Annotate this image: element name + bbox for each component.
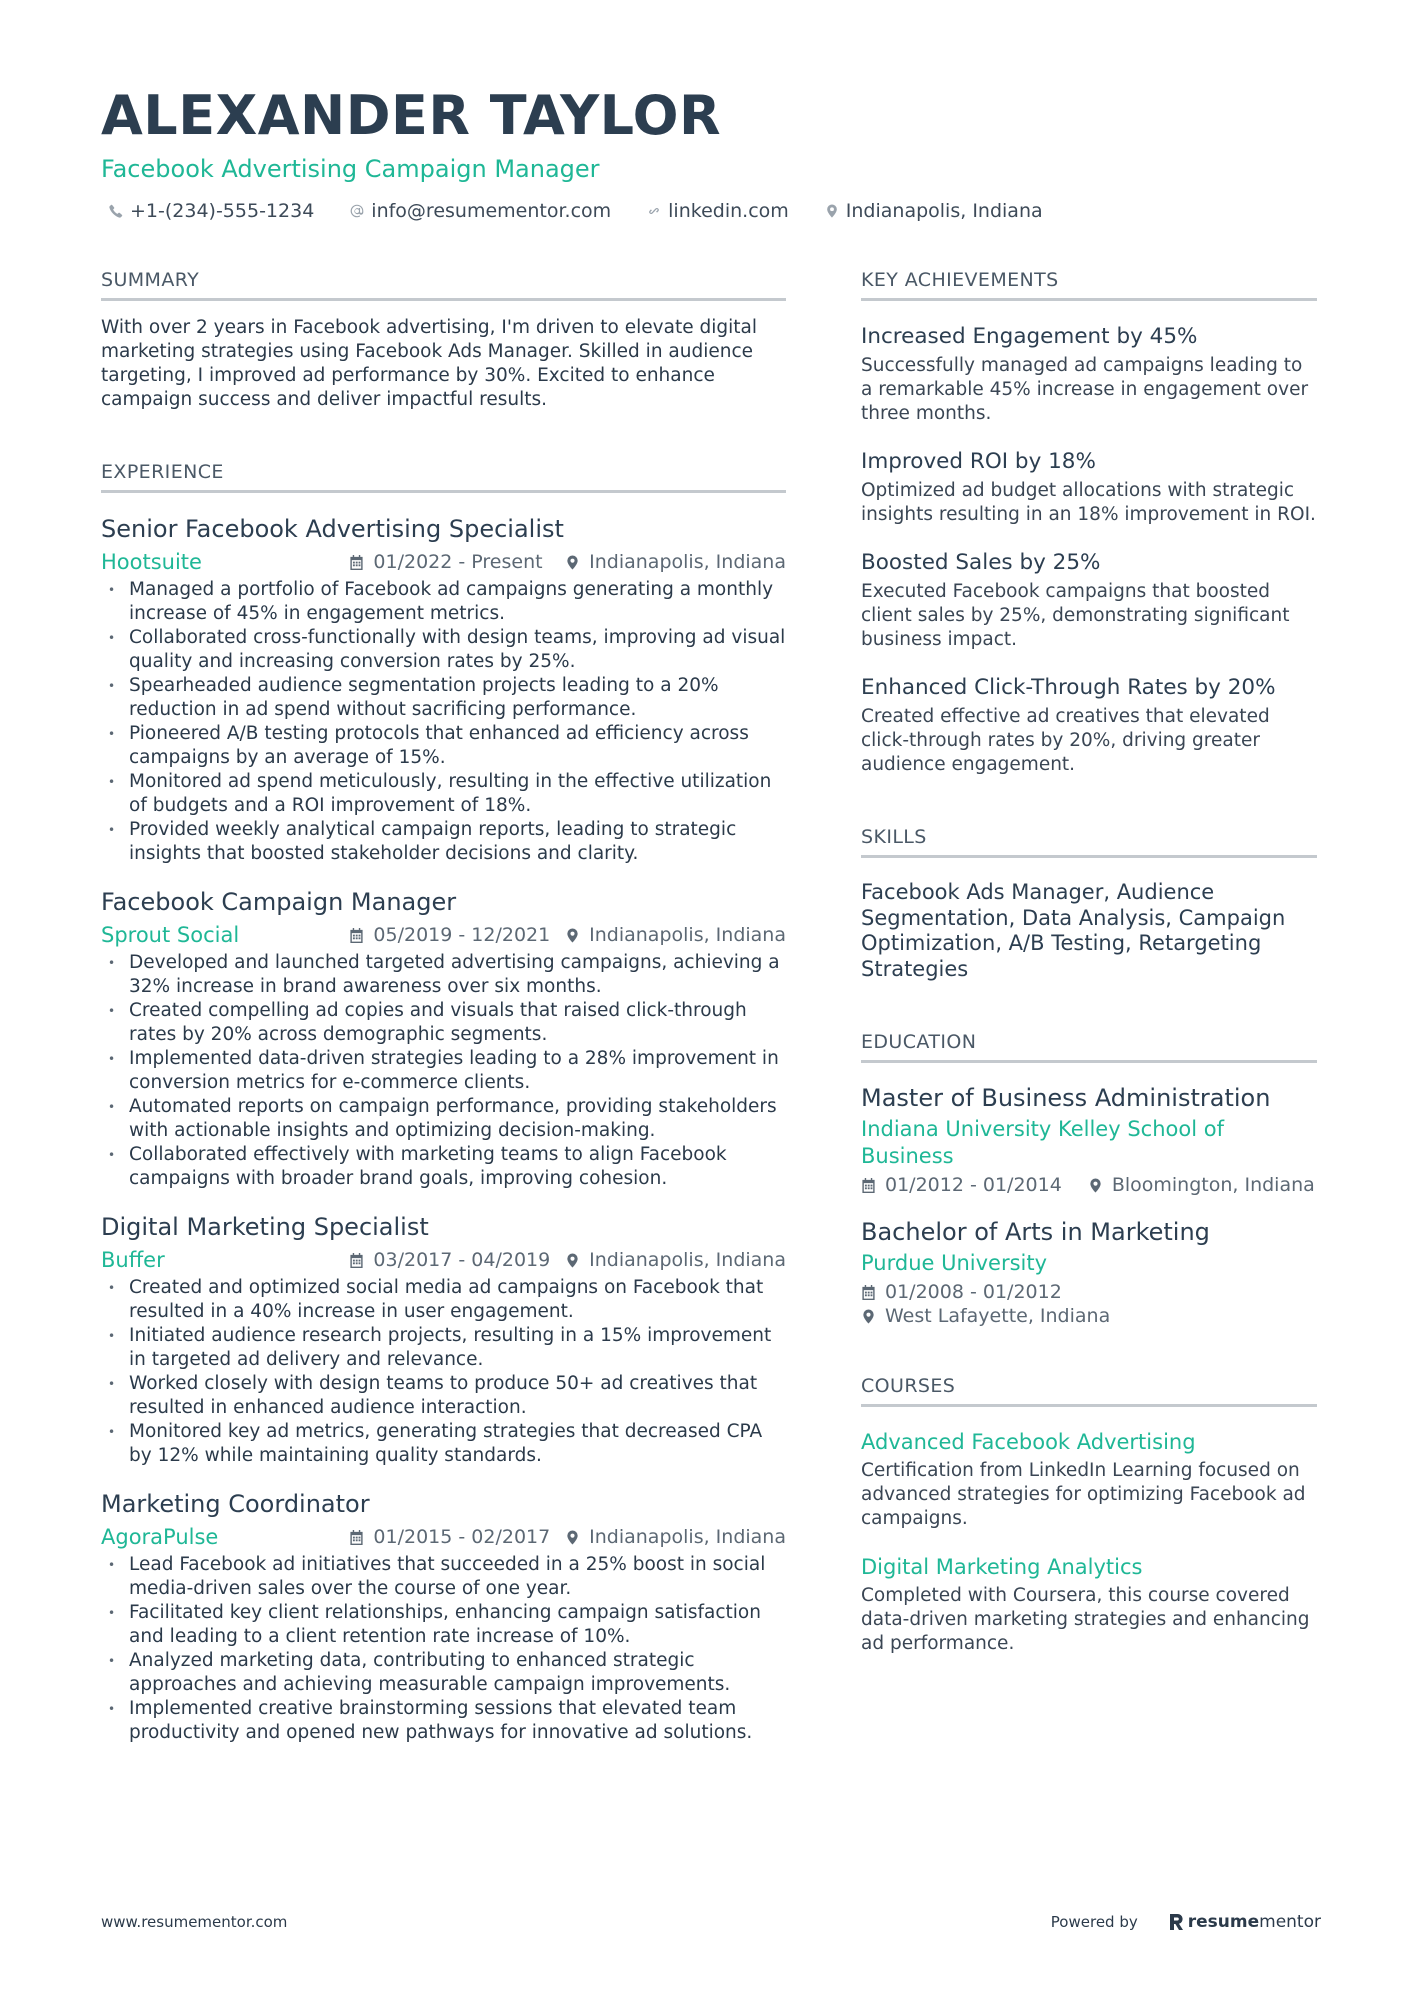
job-bullet: • Automated reports on campaign performance, providing stakeholders with actionable insights and optimizing decision-making.	[101, 1095, 786, 1143]
education-dates	[861, 1173, 1062, 1197]
footer-brand-area	[1051, 1912, 1321, 1932]
course-text: Certification from LinkedIn Learning focused on advanced strategies for optimizing Facebook ad campaigns.	[861, 1460, 1306, 1529]
phone-text: +1-(234)-555-1234	[130, 200, 315, 222]
education-meta	[861, 1280, 1317, 1328]
job-bullets	[101, 1276, 786, 1468]
job-dates	[349, 1247, 565, 1273]
candidate-name: ALEXANDER TAYLOR	[101, 84, 722, 147]
job-location	[565, 922, 786, 948]
course-text: Completed with Coursera, this course covered data-driven marketing strategies and enhancing ad performance.	[861, 1585, 1310, 1654]
link-icon	[647, 204, 661, 218]
job-entry	[101, 1489, 786, 1745]
phone-icon	[109, 204, 123, 218]
achievement-title: Increased Engagement by 45%	[861, 324, 1198, 349]
contact-location	[825, 200, 1043, 222]
job-role: Senior Facebook Advertising Specialist	[101, 515, 564, 543]
at-icon	[350, 204, 364, 218]
job-role: Facebook Campaign Manager	[101, 888, 457, 916]
job-bullet: • Collaborated effectively with marketing teams to align Facebook campaigns with broader brand goals, improving cohesion.	[101, 1143, 786, 1191]
location-pin-icon	[565, 1253, 580, 1268]
calendar-icon	[349, 1253, 364, 1268]
candidate-title: Facebook Advertising Campaign Manager	[101, 155, 600, 183]
contact-row	[101, 200, 1321, 222]
contact-phone	[109, 200, 314, 222]
job-bullet: • Implemented creative brainstorming sessions that elevated team productivity and opened new pathways for innovative ad solutions.	[101, 1697, 786, 1745]
brand-logo[interactable]	[1168, 1912, 1321, 1932]
job-bullets	[101, 951, 786, 1191]
job-bullet: • Implemented data-driven strategies leading to a 28% improvement in conversion metrics for e-commerce clients.	[101, 1047, 786, 1095]
course-item	[861, 1428, 1317, 1531]
job-location-text: Indianapolis, Indiana	[589, 924, 786, 946]
job-bullet: • Analyzed marketing data, contributing to enhanced strategic approaches and achieving measurable campaign improvements.	[101, 1649, 786, 1697]
job-location	[565, 549, 786, 575]
education-degree: Master of Business Administration	[861, 1084, 1271, 1112]
location-pin-icon	[861, 1309, 876, 1324]
summary-heading: SUMMARY	[101, 266, 786, 301]
education-school: Purdue University	[861, 1251, 1048, 1275]
job-bullet: • Managed a portfolio of Facebook ad campaigns generating a monthly increase of 45% in engagement metrics.	[101, 578, 786, 626]
skills-section	[861, 823, 1317, 982]
education-location-text: Bloomington, Indiana	[1111, 1174, 1315, 1196]
location-pin-icon	[565, 1530, 580, 1545]
education-item	[861, 1217, 1317, 1328]
email-text: info@resumementor.com	[371, 200, 612, 222]
contact-linkedin[interactable]	[647, 200, 789, 222]
location-pin-icon	[825, 204, 839, 218]
brand-name-part1: resume	[1187, 1912, 1260, 1932]
job-bullets	[101, 578, 786, 866]
linkedin-text: linkedin.com	[668, 200, 789, 222]
location-text: Indianapolis, Indiana	[845, 200, 1043, 222]
job-bullet: • Provided weekly analytical campaign reports, leading to strategic insights that boosted stakeholder decisions and clarity.	[101, 818, 786, 866]
job-dates	[349, 549, 565, 575]
job-location-text: Indianapolis, Indiana	[589, 1526, 786, 1548]
job-bullets	[101, 1553, 786, 1745]
job-location	[565, 1524, 786, 1550]
job-bullet: • Developed and launched targeted advertising campaigns, achieving a 32% increase in brand awareness over six months.	[101, 951, 786, 999]
achievement-item	[861, 448, 1317, 527]
powered-by-text: Powered by	[1050, 1913, 1138, 1931]
job-bullet: • Facilitated key client relationships, enhancing campaign satisfaction and leading to a client retention rate increase of 10%.	[101, 1601, 786, 1649]
job-bullet: • Monitored ad spend meticulously, resulting in the effective utilization of budgets and a ROI improvement of 18%.	[101, 770, 786, 818]
achievements-heading: KEY ACHIEVEMENTS	[861, 266, 1317, 301]
job-location	[565, 1247, 786, 1273]
job-bullet: • Pioneered A/B testing protocols that enhanced ad efficiency across campaigns by an average of 15%.	[101, 722, 786, 770]
achievement-item	[861, 674, 1317, 777]
calendar-icon	[349, 555, 364, 570]
job-bullet: • Collaborated cross-functionally with design teams, improving ad visual quality and increasing conversion rates by 25%.	[101, 626, 786, 674]
job-company: Hootsuite	[101, 550, 202, 574]
job-bullet: • Monitored key ad metrics, generating strategies that decreased CPA by 12% while maintaining quality standards.	[101, 1420, 786, 1468]
education-meta	[861, 1173, 1317, 1197]
achievement-title: Boosted Sales by 25%	[861, 550, 1101, 575]
job-meta	[101, 549, 786, 575]
education-heading: EDUCATION	[861, 1028, 1317, 1063]
achievement-text: Executed Facebook campaigns that boosted client sales by 25%, demonstrating significant business impact.	[861, 581, 1290, 650]
job-meta	[101, 1247, 786, 1273]
contact-email[interactable]	[350, 200, 611, 222]
achievement-title: Enhanced Click-Through Rates by 20%	[861, 675, 1276, 700]
footer-url[interactable]: www.resumementor.com	[101, 1913, 288, 1931]
job-bullet: • Initiated audience research projects, resulting in a 15% improvement in targeted ad delivery and relevance.	[101, 1324, 786, 1372]
job-meta	[101, 922, 786, 948]
education-section	[861, 1028, 1317, 1328]
achievement-text: Optimized ad budget allocations with strategic insights resulting in an 18% improvement in ROI.	[861, 480, 1316, 525]
job-dates-text: 01/2022 - Present	[373, 551, 543, 573]
job-bullet: • Created and optimized social media ad campaigns on Facebook that resulted in a 40% increase in user engagement.	[101, 1276, 786, 1324]
skills-text: Facebook Ads Manager, Audience Segmentation, Data Analysis, Campaign Optimization, A/B Testing, Retargeting Strategies	[861, 880, 1286, 981]
job-dates	[349, 922, 565, 948]
job-company: Sprout Social	[101, 923, 240, 947]
skills-heading: SKILLS	[861, 823, 1317, 858]
job-bullet: • Worked closely with design teams to produce 50+ ad creatives that resulted in enhanced audience interaction.	[101, 1372, 786, 1420]
course-title: Advanced Facebook Advertising	[861, 1430, 1196, 1454]
courses-section	[861, 1372, 1317, 1656]
job-meta	[101, 1524, 786, 1550]
education-location	[1088, 1173, 1315, 1197]
education-location	[861, 1304, 1291, 1328]
courses-heading: COURSES	[861, 1372, 1317, 1407]
page-footer	[101, 1912, 1321, 1932]
calendar-icon	[349, 1530, 364, 1545]
job-entry	[101, 1212, 786, 1468]
right-column	[861, 266, 1317, 1656]
job-company: Buffer	[101, 1248, 165, 1272]
resumementor-logo-icon	[1168, 1913, 1184, 1931]
location-pin-icon	[565, 928, 580, 943]
location-pin-icon	[565, 555, 580, 570]
course-title: Digital Marketing Analytics	[861, 1555, 1143, 1579]
summary-section	[101, 266, 786, 412]
job-dates-text: 03/2017 - 04/2019	[373, 1249, 551, 1271]
calendar-icon	[349, 928, 364, 943]
education-item	[861, 1083, 1317, 1197]
achievement-item	[861, 549, 1317, 652]
job-role: Marketing Coordinator	[101, 1490, 370, 1518]
education-school: Indiana University Kelley School of Business	[861, 1117, 1224, 1168]
job-bullet: • Created compelling ad copies and visuals that raised click-through rates by 20% across demographic segments.	[101, 999, 786, 1047]
education-dates-text: 01/2008 - 01/2012	[885, 1281, 1062, 1303]
job-dates	[349, 1524, 565, 1550]
job-dates-text: 01/2015 - 02/2017	[373, 1526, 551, 1548]
calendar-icon	[861, 1285, 876, 1300]
education-location-text: West Lafayette, Indiana	[885, 1305, 1111, 1327]
job-dates-text: 05/2019 - 12/2021	[373, 924, 551, 946]
resume-header	[101, 84, 1321, 222]
summary-text: With over 2 years in Facebook advertising, I'm driven to elevate digital marketing strategies using Facebook Ads Manager. Skilled in audience targeting, I improved ad performance by 30%. Excited to enhance campaign success and deliver impactful results.	[101, 317, 757, 410]
achievement-text: Created effective ad creatives that elevated click-through rates by 20%, driving greater audience engagement.	[861, 706, 1270, 775]
location-pin-icon	[1088, 1178, 1103, 1193]
job-bullet: • Spearheaded audience segmentation projects leading to a 20% reduction in ad spend without sacrificing performance.	[101, 674, 786, 722]
education-degree: Bachelor of Arts in Marketing	[861, 1218, 1210, 1246]
brand-name-part2: mentor	[1259, 1912, 1321, 1932]
education-dates-text: 01/2012 - 01/2014	[885, 1174, 1062, 1196]
job-entry	[101, 514, 786, 866]
achievement-title: Improved ROI by 18%	[861, 449, 1096, 474]
left-column	[101, 266, 786, 1745]
calendar-icon	[861, 1178, 876, 1193]
job-location-text: Indianapolis, Indiana	[589, 551, 786, 573]
achievement-item	[861, 323, 1317, 426]
achievements-section	[861, 266, 1317, 777]
job-location-text: Indianapolis, Indiana	[589, 1249, 786, 1271]
education-dates	[861, 1280, 1291, 1304]
course-item	[861, 1553, 1317, 1656]
job-bullet: • Lead Facebook ad initiatives that succeeded in a 25% boost in social media-driven sales over the course of one year.	[101, 1553, 786, 1601]
job-role: Digital Marketing Specialist	[101, 1213, 429, 1241]
experience-section	[101, 458, 786, 1745]
job-company: AgoraPulse	[101, 1525, 219, 1549]
experience-heading: EXPERIENCE	[101, 458, 786, 493]
job-entry	[101, 887, 786, 1191]
achievement-text: Successfully managed ad campaigns leading to a remarkable 45% increase in engagement over three months.	[861, 355, 1309, 424]
